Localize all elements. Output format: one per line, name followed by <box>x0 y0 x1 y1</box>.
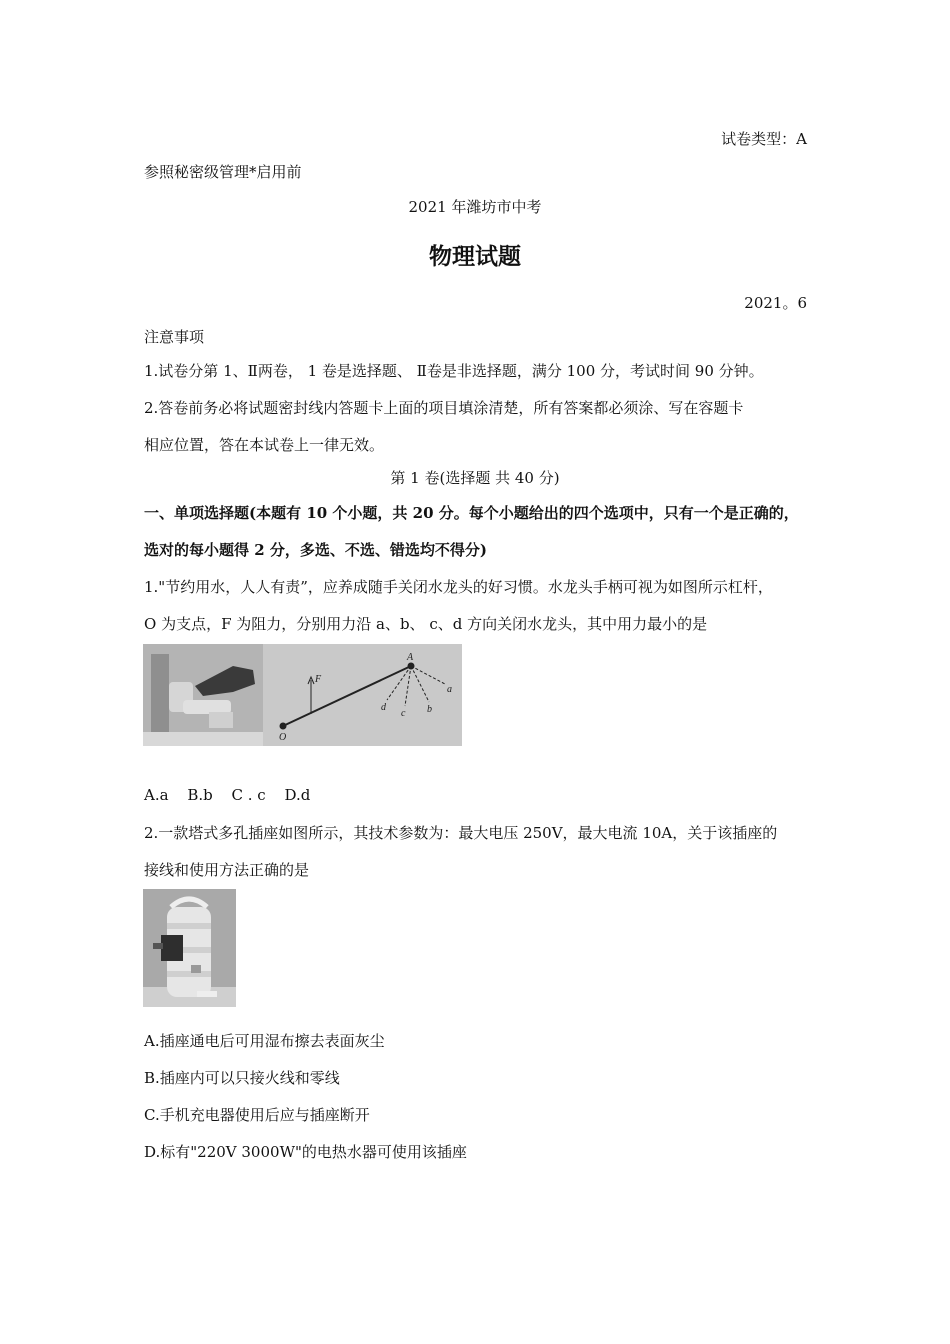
label-a-dir: a <box>447 684 452 695</box>
paper-type: 试卷类型：A <box>721 130 807 148</box>
notes-heading: 注意事项 <box>144 328 205 346</box>
part-instruction-line-1: 一、单项选择题(本题有 10 个小题，共 20 分。每个小题给出的四个选项中，只有一个是正确的， <box>144 504 799 522</box>
q2-stem-line-1: 2.一款塔式多孔插座如图所示，其技术参数为：最大电压 250V，最大电流 10A，关于该插座的 <box>144 824 778 842</box>
q2-option-c: C.手机充电器使用后应与插座断开 <box>144 1106 370 1124</box>
label-b-dir: b <box>427 704 432 715</box>
plugged-adapter <box>161 935 183 961</box>
q2-option-b: B.插座内可以只接火线和零线 <box>144 1069 340 1087</box>
q2-stem-line-2: 接线和使用方法正确的是 <box>144 861 310 879</box>
q2-option-a: A.插座通电后可用湿布擦去表面灰尘 <box>144 1032 385 1050</box>
exam-name: 2021 年潍坊市中考 <box>408 198 542 216</box>
exam-date: 2021。6 <box>744 294 807 312</box>
q1-option-a: A.a <box>144 786 169 804</box>
q1-stem-line-1: 1."节约用水，人人有责”，应养成随手关闭水龙头的好习惯。水龙头手柄可视为如图所示杠杆， <box>144 578 773 596</box>
label-a-point: A <box>407 652 414 663</box>
label-c-dir: c <box>401 708 406 719</box>
q2-socket-figure <box>143 889 236 1007</box>
q1-lever-figure <box>143 644 462 746</box>
note-item-2-line-1: 2.答卷前务必将试题密封线内答题卡上面的项目填涂清楚，所有答案都必须涂、写在容题卡 <box>144 399 744 417</box>
label-d-dir: d <box>381 702 386 713</box>
note-item-2-line-2: 相应位置，答在本试卷上一律无效。 <box>144 436 385 454</box>
q1-option-d: D.d <box>284 786 311 804</box>
faucet-photo <box>143 644 263 746</box>
label-o: O <box>279 732 287 743</box>
note-item-1: 1.试卷分第 1、Ⅱ两卷， 1 卷是选择题、 Ⅱ卷是非选择题，满分 100 分，考试时间 90 分钟。 <box>144 362 764 380</box>
pivot-point <box>280 723 286 729</box>
label-f: F <box>315 674 322 685</box>
secrecy-label: 参照秘密级管理*启用前 <box>144 163 302 181</box>
q2-option-d: D.标有"220V 3000W"的电热水器可使用该插座 <box>144 1143 467 1161</box>
q1-stem-line-2: O 为支点，F 为阻力，分别用力沿 a、b、 c、d 方向关闭水龙头，其中用力最小的是 <box>144 615 708 633</box>
part-instruction-line-2: 选对的每小题得 2 分，多选、不选、错选均不得分) <box>144 541 487 559</box>
q1-option-b: B.b <box>187 786 213 804</box>
q1-option-c: C . c <box>231 786 266 804</box>
q1-options <box>144 786 324 804</box>
volume-heading: 第 1 卷(选择题 共 40 分) <box>390 469 560 487</box>
page-title: 物理试题 <box>429 244 521 270</box>
